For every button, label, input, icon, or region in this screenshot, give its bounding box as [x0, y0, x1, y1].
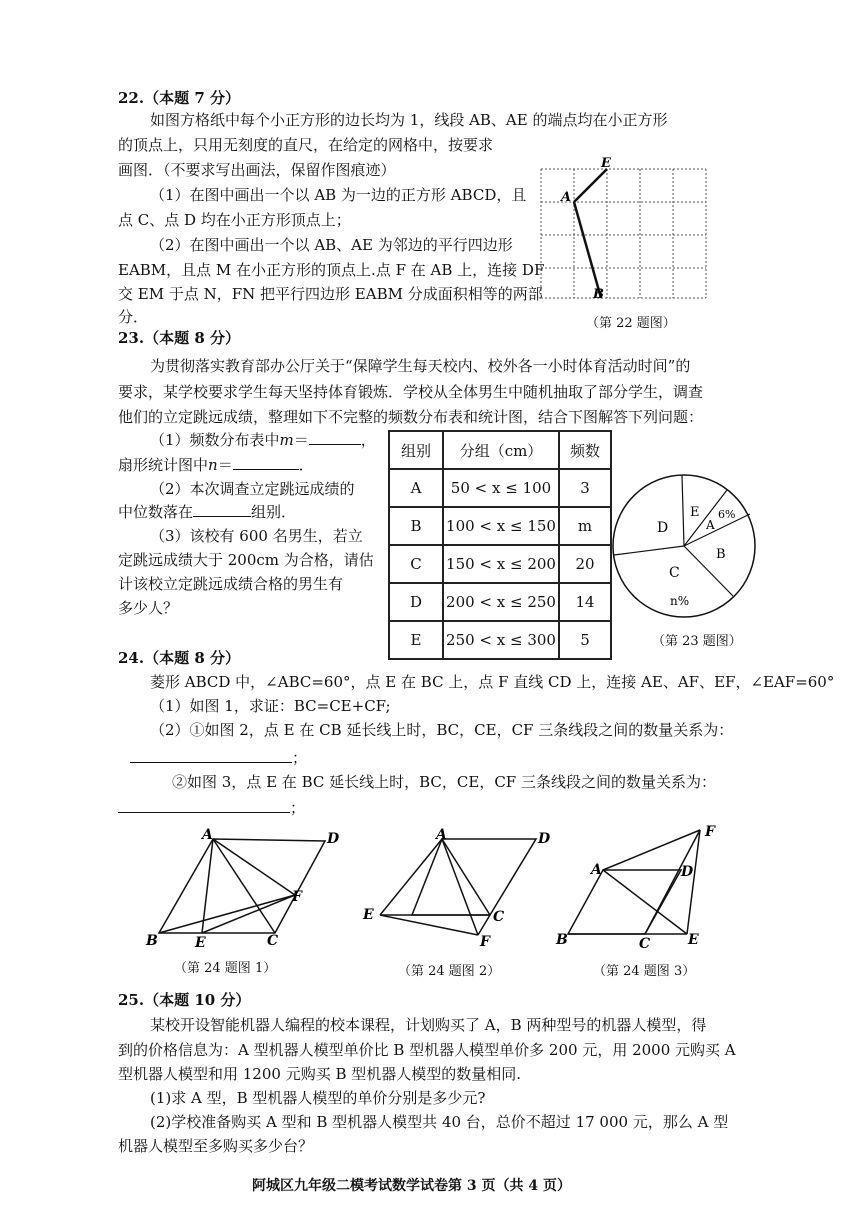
q22-caption: （第 22 题图）: [586, 316, 676, 331]
q23-pie-chart: [610, 470, 760, 620]
q22-line-2: 的顶点上，只用无刻度的直尺，在给定的网格中，按要求: [118, 136, 494, 154]
q25-line-4: (1)求 A 型，B 型机器人模型的单价分别是多少元?: [150, 1089, 486, 1107]
q23-part2-line-2: 中位数落在 组别．: [118, 500, 296, 524]
q22-line-4: （1）在图中画出一个以 AB 为一边的正方形 ABCD，且: [150, 186, 527, 204]
table-cell: 14: [559, 583, 611, 621]
table-row: [389, 545, 611, 583]
q23-part3-line-1: （3）该校有 600 名男生，若立: [150, 527, 363, 545]
fig2-point-d: D: [538, 831, 551, 847]
fig1-point-c: C: [267, 933, 279, 949]
table-row: [389, 583, 611, 621]
q22-line-6: （2）在图中画出一个以 AB、AE 为邻边的平行四边形: [150, 236, 513, 254]
segment-ae: [574, 169, 607, 202]
q24-figure-3: [555, 822, 735, 950]
q23-caption: （第 23 题图）: [652, 634, 742, 649]
fig1-point-f: F: [292, 889, 302, 905]
pie-label-b: B: [716, 547, 726, 562]
table-cell: D: [389, 583, 443, 621]
answer-blank-fig2[interactable]: [130, 746, 292, 763]
fig1-point-e: E: [195, 935, 206, 950]
q23-part3-line-4: 多少人？: [118, 599, 179, 617]
q23-heading: 23.（本题 8 分）: [118, 329, 240, 347]
fig2-point-e: E: [363, 907, 374, 923]
q25-heading: 25.（本题 10 分）: [118, 991, 251, 1009]
answer-blank-m[interactable]: [309, 428, 361, 445]
table-row: [389, 621, 611, 659]
table-header-row: [389, 431, 611, 469]
q24-line-2: （1）如图 1，求证：BC=CE+CF;: [150, 697, 391, 715]
q22-line-5: 点 C、点 D 均在小正方形顶点上；: [118, 211, 351, 229]
table-header-cell: 组别: [389, 431, 443, 469]
q25-line-5: (2)学校准备购买 A 型和 B 型机器人模型共 40 台，总价不超过 17 000 元，那么 A 型: [150, 1113, 729, 1131]
q24-caption-2: （第 24 题图 2）: [398, 964, 501, 979]
q24-figure-2: [360, 825, 560, 950]
q22-heading: 22.（本题 7 分）: [118, 89, 240, 107]
pie-label-d: D: [657, 520, 669, 536]
q24-line-5: ②如图 3，点 E 在 BC 延长线上时，BC，CE，CF 三条线段之间的数量关系为：: [172, 773, 716, 791]
q23-part3-line-2: 定跳远成绩大于 200cm 为合格，请估: [118, 551, 374, 569]
fig3-point-d: D: [681, 864, 694, 880]
fig2-point-f: F: [480, 934, 490, 950]
q24-figure-1: [140, 825, 350, 950]
q23-line-2: 要求，某学校要求学生每天坚持体育锻炼．学校从全体男生中随机抽取了部分学生，调查: [118, 383, 704, 401]
pie-label-c-percent: n%: [670, 594, 690, 608]
q23-line-1: 为贯彻落实教育部办公厅关于“保障学生每天校内、校外各一小时体育活动时间”的: [150, 357, 691, 375]
table-cell: 150 < x ≤ 200: [443, 545, 559, 583]
pie-label-a: A: [706, 518, 715, 532]
table-row: [389, 469, 611, 507]
table-cell: 20: [559, 545, 611, 583]
fig2-point-c: C: [493, 909, 505, 925]
table-cell: C: [389, 545, 443, 583]
table-header-cell: 分组（cm）: [443, 431, 559, 469]
point-a-label: A: [561, 190, 572, 205]
q25-line-3: 型机器人模型和用 1200 元购买 B 型机器人模型的数量相同.: [118, 1065, 522, 1083]
frequency-table: [388, 430, 612, 660]
pie-label-e: E: [690, 505, 700, 520]
table-cell: A: [389, 469, 443, 507]
q23-part3-line-3: 计该校立定跳远成绩合格的男生有: [118, 575, 344, 593]
table-cell: 3: [559, 469, 611, 507]
q24-line-3: （2）①如图 2，点 E 在 CB 延长线上时，BC，CE，CF 三条线段之间的数量关系为：: [150, 721, 734, 739]
q22-grid-figure: [535, 155, 715, 305]
q24-caption-3: （第 24 题图 3）: [593, 964, 696, 979]
table-cell: E: [389, 621, 443, 659]
q22-line-1: 如图方格纸中每个小正方形的边长均为 1，线段 AB、AE 的端点均在小正方形: [150, 111, 668, 129]
q25-line-6: 机器人模型至多购买多少台？: [118, 1137, 314, 1155]
q24-line-1: 菱形 ABCD 中，∠ABC=60°，点 E 在 BC 上，点 F 直线 CD 上，连接 AE、AF、EF，∠EAF=60°: [150, 673, 835, 691]
q22-line-8: 交 EM 于点 N，FN 把平行四边形 EABM 分成面积相等的两部: [118, 285, 543, 303]
table-row: [389, 507, 611, 545]
q23-part2-line-1: （2）本次调查立定跳远成绩的: [150, 480, 355, 498]
fig3-point-c: C: [639, 936, 651, 950]
table-cell: B: [389, 507, 443, 545]
segment-ab: [574, 202, 601, 298]
pie-label-a-percent: 6%: [718, 508, 736, 521]
q24-caption-1: （第 24 题图 1）: [174, 961, 277, 976]
q24-heading: 24.（本题 8 分）: [118, 649, 240, 667]
fig1-point-d: D: [327, 831, 340, 847]
q25-line-2: 到的价格信息为：A 型机器人模型单价比 B 型机器人模型单价多 200 元，用 2000 元购买 A: [118, 1041, 736, 1059]
q25-line-1: 某校开设智能机器人编程的校本课程，计划购买了 A，B 两种型号的机器人模型，得: [150, 1016, 707, 1034]
fig3-point-b: B: [556, 932, 568, 948]
var-m: m: [279, 431, 294, 449]
table-cell: 200 < x ≤ 250: [443, 583, 559, 621]
point-b-label: B: [593, 287, 604, 302]
q22-line-9: 分．: [118, 308, 149, 326]
table-cell: 50 < x ≤ 100: [443, 469, 559, 507]
table-cell: 5: [559, 621, 611, 659]
fig1-point-a: A: [202, 827, 213, 843]
fig3-point-a: A: [591, 862, 602, 878]
answer-blank-n[interactable]: [233, 453, 299, 470]
table-cell: 250 < x ≤ 300: [443, 621, 559, 659]
table-cell: 100 < x ≤ 150: [443, 507, 559, 545]
fig3-point-e: E: [688, 932, 699, 948]
q23-part1-line-1: （1）频数分布表中m＝ ，: [150, 428, 376, 452]
var-n: n: [208, 456, 218, 474]
answer-blank-median[interactable]: [193, 500, 251, 517]
fig1-point-b: B: [146, 933, 158, 949]
q24-answer-line-1: ；: [130, 746, 307, 770]
q22-line-3: 画图．（不要求写出画法，保留作图痕迹）: [118, 161, 396, 179]
table-header-cell: 频数: [559, 431, 611, 469]
q22-line-7: EABM，且点 M 在小正方形的顶点上.点 F 在 AB 上，连接 DF: [118, 261, 545, 279]
fig2-point-a: A: [436, 827, 447, 843]
point-e-label: E: [601, 156, 611, 171]
q24-answer-line-2: ；: [118, 796, 305, 820]
fig3-point-f: F: [705, 824, 715, 840]
q23-part1-line-2: 扇形统计图中n＝ ．: [118, 453, 314, 477]
table-cell: m: [559, 507, 611, 545]
answer-blank-fig3[interactable]: [118, 796, 290, 813]
pie-label-c: C: [669, 565, 680, 581]
page-footer: 阿城区九年级二模考试数学试卷第 3 页（共 4 页）: [252, 1178, 571, 1194]
q23-line-3: 他们的立定跳远成绩，整理如下不完整的频数分布表和统计图，结合下图解答下列问题：: [118, 408, 704, 426]
